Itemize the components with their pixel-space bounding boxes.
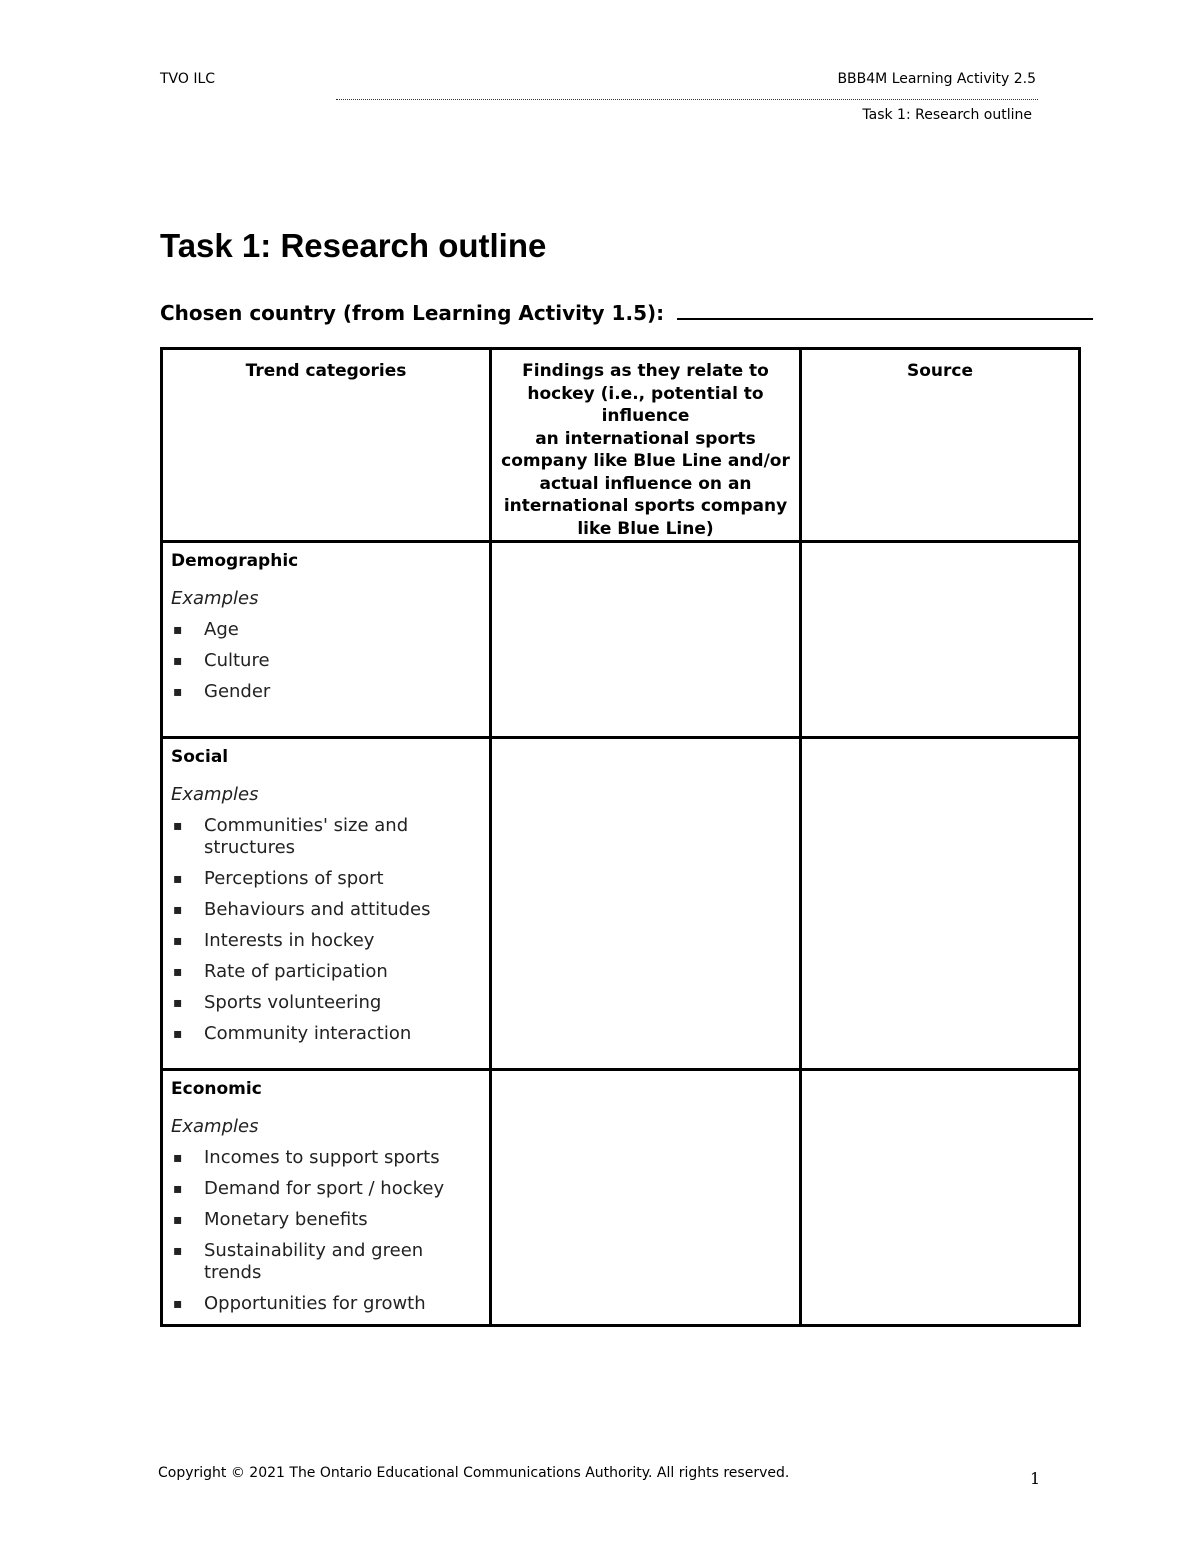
example-text: Age xyxy=(204,619,239,640)
example-text: Community interaction xyxy=(204,1023,412,1044)
example-text: Sustainability and green trends xyxy=(204,1240,424,1283)
table-row-economic xyxy=(162,1070,1080,1326)
bullet-icon: ▪ xyxy=(173,684,183,700)
example-text: Interests in hockey xyxy=(204,930,375,951)
bullet-icon: ▪ xyxy=(173,933,183,949)
example-item xyxy=(171,619,481,641)
example-item xyxy=(171,681,481,703)
example-item xyxy=(171,650,481,672)
column-header-source: Source xyxy=(801,349,1080,542)
example-text: Culture xyxy=(204,650,270,671)
example-text: Perceptions of sport xyxy=(204,868,384,889)
research-outline-table xyxy=(160,347,1081,1327)
footer-copyright: Copyright © 2021 The Ontario Educational Communications Authority. All rights reserved. xyxy=(158,1465,790,1481)
bullet-icon: ▪ xyxy=(173,653,183,669)
bullet-icon: ▪ xyxy=(173,902,183,918)
source-cell[interactable] xyxy=(801,738,1080,1070)
category-cell xyxy=(162,1070,491,1326)
category-name: Demographic xyxy=(171,551,299,571)
example-item xyxy=(171,899,481,921)
example-item xyxy=(171,815,481,859)
bullet-icon: ▪ xyxy=(173,1296,183,1312)
chosen-country-blank[interactable] xyxy=(677,298,1093,320)
category-cell xyxy=(162,738,491,1070)
table-row-social xyxy=(162,738,1080,1070)
example-item xyxy=(171,1178,481,1200)
category-cell xyxy=(162,542,491,738)
example-item xyxy=(171,961,481,983)
example-item xyxy=(171,1293,481,1315)
examples-label: Examples xyxy=(171,784,259,805)
column-header-trend-categories: Trend categories xyxy=(162,349,491,542)
table-row-demographic xyxy=(162,542,1080,738)
header-subtitle: Task 1: Research outline xyxy=(862,107,1032,123)
example-item xyxy=(171,1023,481,1045)
bullet-icon: ▪ xyxy=(173,871,183,887)
findings-cell[interactable] xyxy=(491,1070,801,1326)
findings-cell[interactable] xyxy=(491,542,801,738)
example-item xyxy=(171,1240,481,1284)
findings-cell[interactable] xyxy=(491,738,801,1070)
example-text: Sports volunteering xyxy=(204,992,382,1013)
table-header-row xyxy=(162,349,1080,542)
examples-label: Examples xyxy=(171,1116,259,1137)
bullet-icon: ▪ xyxy=(173,964,183,980)
example-item xyxy=(171,1209,481,1231)
bullet-icon: ▪ xyxy=(173,995,183,1011)
bullet-icon: ▪ xyxy=(173,818,183,834)
category-name: Social xyxy=(171,747,229,767)
example-item xyxy=(171,992,481,1014)
example-item xyxy=(171,1147,481,1169)
example-text: Behaviours and attitudes xyxy=(204,899,431,920)
example-text: Monetary benefits xyxy=(204,1209,368,1230)
example-text: Opportunities for growth xyxy=(204,1293,426,1314)
example-item xyxy=(171,930,481,952)
bullet-icon: ▪ xyxy=(173,622,183,638)
example-item xyxy=(171,868,481,890)
examples-list xyxy=(171,815,481,1045)
page-number: 1 xyxy=(1030,1469,1041,1488)
bullet-icon: ▪ xyxy=(173,1026,183,1042)
examples-list xyxy=(171,1147,481,1315)
chosen-country-line xyxy=(160,298,1093,325)
example-text: Gender xyxy=(204,681,271,702)
chosen-country-label: Chosen country (from Learning Activity 1.5): xyxy=(160,301,665,325)
source-cell[interactable] xyxy=(801,542,1080,738)
header-org: TVO ILC xyxy=(160,71,216,87)
header-course: BBB4M Learning Activity 2.5 xyxy=(837,71,1036,87)
bullet-icon: ▪ xyxy=(173,1243,183,1259)
example-text: Demand for sport / hockey xyxy=(204,1178,445,1199)
bullet-icon: ▪ xyxy=(173,1150,183,1166)
category-name: Economic xyxy=(171,1079,262,1099)
example-text: Rate of participation xyxy=(204,961,388,982)
examples-label: Examples xyxy=(171,588,259,609)
examples-list xyxy=(171,619,481,703)
bullet-icon: ▪ xyxy=(173,1212,183,1228)
source-cell[interactable] xyxy=(801,1070,1080,1326)
column-header-findings: Findings as they relate to hockey (i.e., potential to influence an international sports company like Blue Line and/or actual influence on an international sports company like Blue Line) xyxy=(491,349,801,542)
example-text: Incomes to support sports xyxy=(204,1147,440,1168)
example-text: Communities' size and structures xyxy=(204,815,409,858)
page-title: Task 1: Research outline xyxy=(160,227,547,264)
bullet-icon: ▪ xyxy=(173,1181,183,1197)
header-divider xyxy=(336,99,1038,100)
